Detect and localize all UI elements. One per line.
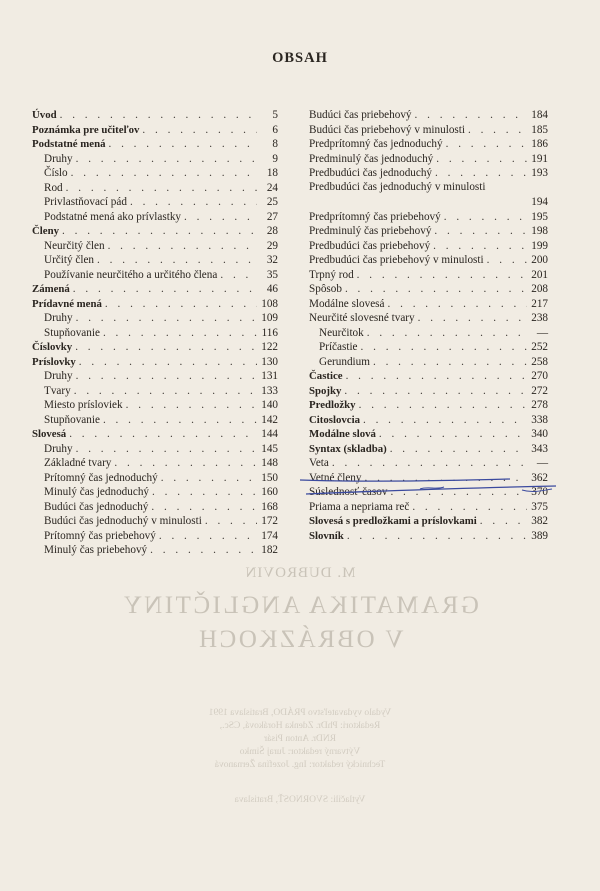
toc-leader-dots: [150, 543, 257, 558]
toc-entry: [309, 253, 548, 268]
toc-entry: [309, 152, 548, 167]
toc-leader-dots: [108, 137, 257, 152]
toc-entry-label: Vetné členy: [309, 471, 362, 484]
toc-page-number: 193: [531, 167, 548, 179]
toc-entry-label: Určitý člen: [44, 254, 95, 266]
toc-entry: [309, 166, 548, 181]
toc-entry-label: Častice: [309, 370, 343, 382]
toc-leader-dots: [184, 210, 257, 225]
toc-entry: [309, 137, 548, 152]
toc-entry-label: Neurčitý člen: [44, 239, 105, 252]
toc-page-number: 35: [266, 268, 278, 281]
toc-leader-dots: [142, 123, 257, 138]
toc-page-number: 25: [266, 196, 278, 208]
toc-entry-label: Predbudúci čas priebehový: [309, 239, 431, 252]
toc-entry: [309, 485, 548, 500]
imprint-line: Redaktori: PhDr. Zdenka Horáková, CSc.,: [219, 721, 381, 731]
toc-page-number: 130: [261, 355, 278, 368]
toc-entry: [309, 326, 548, 341]
toc-leader-dots: [76, 369, 257, 384]
toc-leader-dots: [345, 282, 527, 297]
toc-entry-label: Priama a nepriama reč: [309, 500, 410, 513]
toc-page-number: 142: [261, 413, 278, 426]
toc-entry: [32, 471, 278, 486]
toc-entry-label: Predprítomný čas jednoduchý: [309, 138, 443, 150]
toc-entry: [32, 543, 278, 558]
toc-page-number: 182: [261, 544, 278, 556]
toc-leader-dots: [159, 529, 257, 544]
toc-page-number: 195: [531, 210, 548, 223]
toc-leader-dots: [69, 427, 257, 442]
toc-page-number: 122: [261, 341, 278, 353]
show-through-title-line2: V OBRÁZKOCH: [196, 626, 404, 653]
toc-leader-dots: [359, 398, 527, 413]
toc-entry-label: Zámená: [32, 283, 70, 295]
toc-leader-dots: [480, 514, 527, 529]
toc-entry: [32, 282, 278, 297]
toc-page-number: 258: [531, 355, 548, 368]
toc-leader-dots: [73, 282, 257, 297]
toc-entry: [32, 210, 278, 225]
toc-entry: [32, 181, 278, 196]
toc-entry-label: Stupňovanie: [44, 413, 100, 426]
toc-leader-dots: [435, 166, 527, 181]
toc-leader-dots: [152, 485, 257, 500]
toc-page-number: 370: [531, 486, 548, 498]
toc-entry: [309, 239, 548, 254]
toc-page-number: 5: [272, 109, 278, 121]
toc-page-number: 24: [266, 181, 278, 194]
toc-leader-dots: [436, 152, 527, 167]
toc-page-number: 191: [531, 152, 548, 165]
toc-entry-label: Gerundium: [319, 355, 370, 368]
toc-entry-label: Druhy: [44, 370, 73, 382]
toc-entry: [32, 427, 278, 442]
toc-page-number: 46: [266, 283, 278, 295]
toc-page-number: 8: [272, 138, 278, 150]
toc-entry: [32, 500, 278, 515]
show-through-title-line1: GRAMATIKA ANGLIČTINY: [121, 592, 479, 619]
toc-leader-dots: [108, 239, 257, 254]
toc-page-number: 6: [272, 123, 278, 136]
toc-leader-dots: [103, 326, 257, 341]
toc-page-number: 184: [531, 109, 548, 121]
toc-page-number: —: [536, 457, 548, 469]
toc-entry-label: Poznámka pre učiteľov: [32, 123, 140, 136]
toc-page-number: 238: [531, 312, 548, 324]
toc-entry: [309, 123, 548, 138]
toc-entry: [32, 485, 278, 500]
toc-page-number: 28: [266, 225, 278, 237]
toc-page-number: 198: [531, 225, 548, 237]
toc-page-number: —: [536, 326, 548, 339]
toc-entry-label: Číslo: [44, 167, 68, 179]
toc-entry-label: Predminulý čas jednoduchý: [309, 152, 434, 165]
toc-entry: [309, 413, 548, 428]
toc-entry: [32, 195, 278, 210]
toc-page-number: 144: [261, 428, 278, 440]
toc-entry-label: Privlastňovací pád: [44, 196, 127, 208]
toc-leader-dots: [446, 137, 527, 152]
toc-leader-dots: [60, 108, 257, 123]
toc-entry: [32, 123, 278, 138]
toc-leader-dots: [418, 311, 527, 326]
toc-leader-dots: [105, 297, 257, 312]
toc-leader-dots: [468, 123, 527, 138]
toc-entry-label: Príslovky: [32, 355, 76, 368]
toc-entry: [309, 108, 548, 123]
toc-entry: [32, 239, 278, 254]
toc-leader-dots: [363, 413, 527, 428]
toc-entry: [32, 514, 278, 529]
toc-leader-dots: [361, 340, 527, 355]
toc-entry: [32, 224, 278, 239]
show-through-imprint: [0, 707, 600, 807]
toc-entry-label: Minulý čas jednoduchý: [44, 486, 150, 498]
toc-leader-dots: [347, 529, 527, 544]
toc-entry: [309, 340, 548, 355]
imprint-line: Vytlačili: SVORNOSŤ, Bratislava: [234, 795, 366, 805]
toc-entry: [32, 355, 278, 370]
toc-page-number: 343: [531, 442, 548, 455]
toc-entry-label: Základné tvary: [44, 457, 112, 469]
toc-entry-label: Používanie neurčitého a určitého člena: [44, 268, 218, 281]
imprint-line: Vydalo vydavateľstvo PRÁDO, Bratislava 1991: [208, 708, 392, 718]
toc-page-number: 172: [261, 515, 278, 527]
toc-page-number: 131: [261, 370, 278, 382]
toc-leader-dots: [161, 471, 257, 486]
toc-leader-dots: [390, 442, 527, 457]
toc-entry: [32, 340, 278, 355]
toc-entry: [32, 529, 278, 544]
toc-leader-dots: [346, 369, 527, 384]
toc-leader-dots: [71, 166, 257, 181]
toc-entry: [309, 355, 548, 370]
toc-entry: [309, 500, 548, 515]
toc-entry-label: Spojky: [309, 384, 342, 397]
toc-leader-dots: [76, 152, 257, 167]
toc-page-number: 174: [261, 529, 278, 542]
toc-entry-label: Spôsob: [309, 283, 342, 295]
toc-entry-label: Prídavné mená: [32, 297, 102, 310]
toc-entry-label: Úvod: [32, 109, 57, 121]
toc-entry-label: Druhy: [44, 152, 73, 165]
show-through-author: M. DUBROVIN: [244, 565, 356, 581]
toc-page-number: 27: [266, 210, 278, 223]
toc-entry-label: Slovesá: [32, 428, 67, 440]
toc-entry-label: Miesto prísloviek: [44, 399, 123, 411]
toc-entry: [309, 456, 548, 471]
toc-entry: [32, 326, 278, 341]
toc-entry: [309, 311, 548, 326]
toc-entry: [309, 427, 548, 442]
toc-entry: [32, 268, 278, 283]
toc-entry-label: Predprítomný čas priebehový: [309, 210, 441, 223]
toc-leader-dots: [205, 514, 257, 529]
toc-entry-label: Predbudúci čas jednoduchý: [309, 167, 433, 179]
toc-page-number: 362: [531, 471, 548, 484]
toc-leader-dots: [66, 181, 257, 196]
toc-page-number: 29: [266, 239, 278, 252]
toc-page-number: 140: [261, 399, 278, 411]
toc-right-column: [309, 108, 548, 543]
toc-entry: [309, 224, 548, 239]
toc-leader-dots: [97, 253, 257, 268]
toc-entry-label: Podstatné mená ako prívlastky: [44, 210, 182, 223]
toc-leader-dots: [114, 456, 257, 471]
toc-leader-dots: [344, 384, 527, 399]
toc-leader-dots: [444, 210, 527, 225]
toc-page-number: 338: [531, 413, 548, 426]
toc-page-number: 185: [531, 123, 548, 136]
toc-leader-dots: [103, 413, 257, 428]
toc-leader-dots: [151, 500, 257, 515]
toc-leader-dots: [75, 340, 257, 355]
toc-entry-label: Prítomný čas jednoduchý: [44, 471, 158, 484]
toc-entry: [309, 398, 548, 413]
toc-page-number: 18: [266, 167, 278, 179]
toc-entry-label: Budúci čas priebehový: [309, 109, 412, 121]
toc-page-number: 150: [261, 471, 278, 484]
toc-leader-dots: [62, 224, 257, 239]
toc-leader-dots: [220, 268, 257, 283]
toc-entry: [309, 282, 548, 297]
toc-page-number: 133: [261, 384, 278, 397]
toc-page-number: 208: [531, 283, 548, 295]
toc-entry-label: Rod: [44, 181, 63, 194]
toc-page-number: 116: [261, 326, 278, 339]
toc-page-number: 382: [531, 515, 548, 527]
toc-page-number: 109: [261, 312, 278, 324]
toc-entry: [309, 529, 548, 544]
toc-leader-dots: [379, 427, 527, 442]
toc-entry-label: Druhy: [44, 442, 73, 455]
toc-entry: [32, 253, 278, 268]
toc-page-number: 252: [531, 341, 548, 353]
toc-entry: [32, 456, 278, 471]
toc-leader-dots: [126, 398, 257, 413]
toc-entry-label: Druhy: [44, 312, 73, 324]
toc-page-number: 340: [531, 428, 548, 440]
toc-entry: [32, 152, 278, 167]
toc-entry: [32, 137, 278, 152]
toc-page-number: 160: [261, 486, 278, 498]
toc-entry-label: Príčastie: [319, 341, 358, 353]
toc-entry: [309, 369, 548, 384]
toc-entry: [32, 166, 278, 181]
toc-leader-dots: [433, 239, 527, 254]
toc-page-number: 217: [531, 297, 548, 310]
toc-entry-label: Modálne slovesá: [309, 297, 385, 310]
toc-entry: [32, 442, 278, 457]
toc-entry: [32, 297, 278, 312]
toc-entry: [32, 311, 278, 326]
toc-page-number: 270: [531, 370, 548, 382]
toc-entry-label: Neurčitok: [319, 326, 364, 339]
imprint-line: Technický redaktor: Ing. Jozefína Žernanová: [214, 760, 386, 770]
toc-page-number: 194: [531, 196, 548, 208]
toc-entry: [309, 210, 548, 225]
toc-page-number: 199: [531, 239, 548, 252]
imprint-line: Výtvarný redaktor: Juraj Šimko: [239, 747, 361, 757]
toc-entry-label: Trpný rod: [309, 268, 354, 281]
toc-leader-dots: [76, 442, 257, 457]
toc-entry-label: Členy: [32, 225, 59, 237]
contents-title: OBSAH: [272, 50, 328, 66]
toc-page-number: 148: [261, 457, 278, 469]
toc-leader-dots: [367, 326, 527, 341]
toc-entry: [309, 268, 548, 283]
toc-entry-label: Budúci čas jednoduchý: [44, 500, 149, 513]
toc-page-number: 272: [531, 384, 548, 397]
toc-page-number: 32: [266, 254, 278, 266]
toc-entry-label: Stupňovanie: [44, 326, 100, 339]
toc-page-number: 168: [261, 500, 278, 513]
toc-page-number: 201: [531, 268, 548, 281]
toc-page-number: 186: [531, 138, 548, 150]
toc-leader-dots: [76, 311, 257, 326]
toc-entry: [309, 181, 548, 210]
toc-entry-label: Minulý čas priebehový: [44, 544, 148, 556]
toc-entry-label: Podstatné mená: [32, 138, 106, 150]
toc-entry: [32, 369, 278, 384]
toc-page-number: 200: [531, 254, 548, 266]
toc-entry-label: Súslednosť časov: [309, 486, 388, 498]
toc-entry-label: Slovesá s predložkami a príslovkami: [309, 515, 477, 527]
toc-page-number: 389: [531, 529, 548, 542]
toc-entry-label: Budúci čas jednoduchý v minulosti: [44, 515, 202, 527]
toc-entry: [309, 442, 548, 457]
toc-entry: [32, 413, 278, 428]
toc-leader-dots: [357, 268, 527, 283]
toc-leader-dots: [415, 108, 527, 123]
toc-entry: [309, 384, 548, 399]
toc-entry: [32, 108, 278, 123]
toc-entry-label: Citoslovcia: [309, 413, 360, 426]
toc-entry-label: Predložky: [309, 399, 356, 411]
toc-entry-label: Veta: [309, 457, 329, 469]
toc-leader-dots: [434, 224, 527, 239]
toc-entry-label: Predbudúci čas jednoduchý v minulosti: [309, 180, 486, 193]
toc-leader-dots: [388, 297, 528, 312]
toc-leader-dots: [412, 500, 527, 515]
toc-entry-label: Modálne slová: [309, 428, 376, 440]
toc-leader-dots: [74, 384, 257, 399]
toc-page-number: 375: [531, 500, 548, 513]
toc-page-number: 108: [261, 297, 278, 310]
toc-leader-dots: [365, 471, 528, 486]
toc-entry-label: Predminulý čas priebehový: [309, 225, 432, 237]
toc-entry-label: Neurčité slovesné tvary: [309, 312, 415, 324]
toc-entry-label: Tvary: [44, 384, 71, 397]
toc-entry-label: Slovník: [309, 529, 344, 542]
toc-leader-dots: [332, 456, 527, 471]
toc-entry-label: Syntax (skladba): [309, 442, 387, 455]
toc-page-number: 9: [272, 152, 278, 165]
toc-entry: [309, 471, 548, 486]
toc-leader-dots: [373, 355, 527, 370]
toc-entry: [309, 514, 548, 529]
toc-entry-label: Predbudúci čas priebehový v minulosti: [309, 254, 484, 266]
toc-leader-dots: [79, 355, 257, 370]
toc-leader-dots: [130, 195, 257, 210]
toc-entry: [32, 384, 278, 399]
toc-page-number: 278: [531, 399, 548, 411]
toc-entry-label: Prítomný čas priebehový: [44, 529, 156, 542]
toc-page-number: 145: [261, 442, 278, 455]
toc-left-column: [32, 108, 278, 558]
toc-entry: [32, 398, 278, 413]
toc-entry-label: Číslovky: [32, 341, 73, 353]
toc-entry: [309, 297, 548, 312]
toc-leader-dots: [390, 485, 527, 500]
imprint-line: RNDr. Anton Pisár: [263, 734, 337, 744]
toc-entry-label: Budúci čas priebehový v minulosti: [309, 123, 465, 136]
toc-leader-dots: [487, 253, 527, 268]
